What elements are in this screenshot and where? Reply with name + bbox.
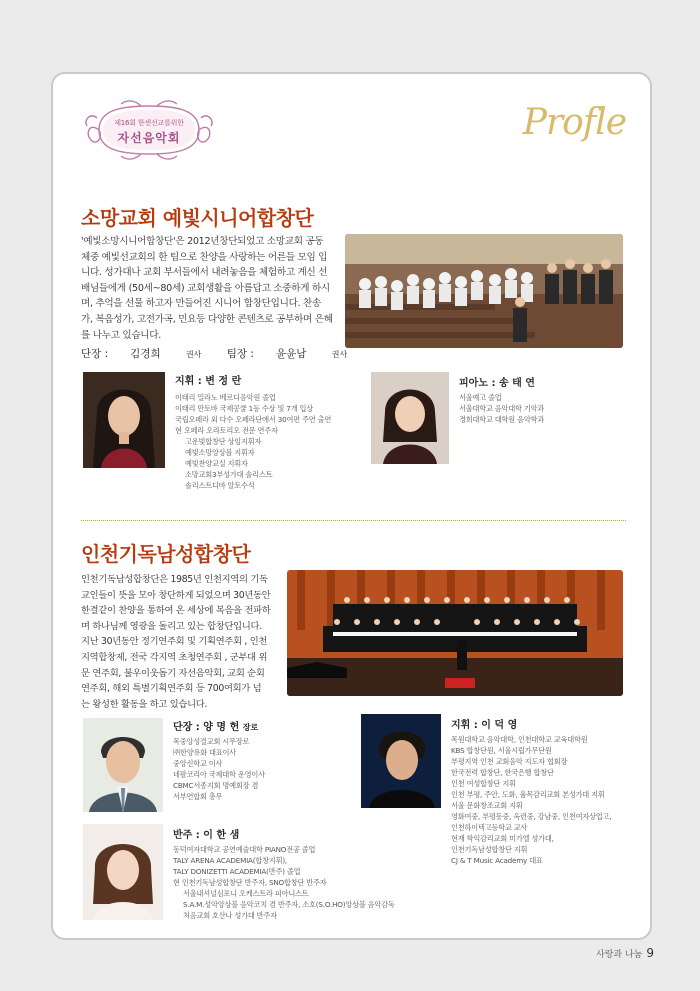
president-title: [173, 718, 258, 733]
bio-line: 목중앙성결교회 시무장로: [173, 737, 250, 746]
bio-line: TALY ARENA ACADEMIA(합창지휘),: [173, 856, 288, 865]
section1-paragraph: [81, 234, 363, 343]
bio-line: CBMC서종지회 명예회장 겸: [173, 781, 259, 790]
bio-line: 이태리 만토바 국제콩쿨 1등 수상 및 7개 입상: [175, 404, 313, 413]
badge-concert-title: 자선음악회: [117, 131, 181, 145]
leader-suffix: 권사: [331, 350, 348, 359]
concert-badge: [81, 98, 217, 162]
leader-name: 김경희: [130, 348, 161, 360]
para-line: '예빛소망시니어합창단'은 2012년창단되었고 소망교회 공동: [81, 236, 324, 247]
para-line: 배님들에게 (50세~80세) 교회생활을 아름답고 소중하게 하시: [81, 282, 330, 294]
bio-line: 예빛찬양교실 지휘자: [185, 459, 248, 468]
bio-line: 경희대학교 대학원 음악학과: [459, 415, 545, 424]
senior-choir-photo: [345, 234, 623, 348]
leader-team: [227, 348, 347, 360]
footer-text: 사랑과 나눔: [596, 950, 643, 960]
bio-line: CJ & T Music Academy 대표: [451, 856, 543, 865]
leader-president: [81, 348, 201, 360]
bio-line: 서울 문화창조교회 지휘: [451, 801, 523, 810]
para-line: 문 연주회, 불우이웃돕기 자선음악회, 교회 순회: [81, 667, 265, 679]
bio-line: 네팔코리아 국제대학 운영이사: [173, 770, 265, 779]
bio-line: 현 오페라 오라토리오 전문 연주자: [175, 426, 278, 435]
para-line: 니다. 성가대나 교회 부서들에서 내려놓음을 체험하고 계신 선: [81, 267, 328, 279]
president-suffix: 장로: [242, 723, 259, 732]
pianist-title: 피아노 : 송 태 연: [459, 378, 535, 389]
para-line: 며, 추억을 선물 하고자 만들어진 시니어 합창단입니다. 찬송: [81, 298, 321, 310]
bio-line: 인천하이텍고등학교 교사: [451, 823, 528, 832]
pianist-photo: [371, 372, 449, 464]
content-panel: [51, 72, 652, 940]
para-line: 를 나누고 있습니다.: [81, 329, 161, 341]
leader-label: 팀장 :: [226, 348, 254, 360]
male-choir-photo: [287, 570, 623, 696]
accompanist-bio: [173, 844, 433, 921]
bio-line: 한국전력 합창단, 한국은행 합창단: [451, 768, 554, 777]
para-line: 지난 30년동안 정기연주회 및 기획연주회 , 인천: [81, 636, 268, 648]
bio-line: 목원대학교 음악대학, 인천대학교 교육대학원: [451, 735, 588, 744]
pianist-bio: [459, 392, 629, 425]
page-footer: [596, 946, 654, 960]
bio-line: 솔리스트디바 알토수석: [185, 481, 255, 490]
para-line: 는 왕성한 활동을 하고 있습니다.: [81, 698, 208, 710]
bio-line: 서울대학교 음악대학 기악과: [459, 404, 545, 413]
bio-line: 현 인천기독남성합창단 반주자, SNO합창단 반주자: [173, 878, 327, 887]
president-photo: [83, 718, 163, 812]
president-name: 단장 : 양 명 헌: [173, 722, 240, 733]
section-divider: [81, 520, 626, 521]
bio-line: 현재 학익감리교회 미가엘 성가대,: [451, 834, 554, 843]
bio-line: 소망교회3부성가대 솔리스트: [185, 470, 273, 479]
bio-line: 영화여중, 부평동중, 옥련중, 강남중, 인천여자상업고,: [451, 812, 612, 821]
profile-heading: Profle: [522, 102, 626, 143]
bio-line: 예빛소망앙상블 지휘자: [185, 448, 255, 457]
bio-line: 이태리 밀라노 베르디음악원 졸업: [175, 393, 276, 402]
bio-line: KBS 합창단원, 서울시립가무단원: [451, 746, 552, 755]
bio-line: 부평지역 인천 교회음악 지도자 협회장: [451, 757, 568, 766]
para-line: 교인들이 뜻을 모아 창단하게 되었으며 30년동안: [81, 589, 271, 601]
para-line: 지역합창제, 전국 각지역 초청연주회 , 군부대 위: [81, 651, 268, 663]
bio-line: TALY DONIZETTI ACADEMIA(반주) 졸업: [173, 867, 301, 876]
page-number: 9: [646, 946, 654, 960]
section2-paragraph: [81, 572, 307, 712]
bio-line: 국립오페라 외 다수 오페라단에서 30여편 주연 출연: [175, 415, 332, 424]
para-line: 인천기독남성합창단은 1985년 인천지역의 기독: [81, 574, 268, 585]
leader-label: 단장 :: [81, 348, 109, 360]
bio-line: 중앙신학교 이사: [173, 759, 223, 768]
bio-line: 동덕여자대학교 공연예술대학 PIANO전공 졸업: [173, 845, 316, 854]
bio-line: 인천기독남성합창단 지휘: [451, 845, 528, 854]
conductor2-photo: [361, 714, 441, 808]
leader-suffix: 권사: [185, 350, 202, 359]
badge-event-line: 제16회 한센선교를위한: [114, 119, 184, 127]
section1-title: 소망교회 예빛시니어합창단: [81, 206, 314, 230]
bio-line: 인천 여성합창단 지휘: [451, 779, 516, 788]
bio-line: 고운빛합창단 상임지휘자: [185, 437, 262, 446]
conductor-bio: [175, 392, 355, 491]
bio-line: 서울예고 졸업: [459, 393, 502, 402]
president-bio: [173, 736, 343, 802]
leader-name: 윤윤남: [275, 348, 307, 360]
conductor-title: 지휘 : 변 정 란: [175, 376, 242, 387]
para-line: 한결같이 찬양을 통하여 온 세상에 복음을 전파하: [81, 605, 271, 617]
accompanist-title: 반주 : 이 한 샘: [173, 830, 240, 841]
bio-line: 서부연합회 총무: [173, 792, 223, 801]
conductor-photo: [83, 372, 165, 468]
bio-line: S.A.M.성악앙상블 음악코치 겸 반주자, 소호(S.O.HO)앙상블 음악감독: [183, 900, 395, 909]
para-line: 며 하나님께 영광을 돌리고 있는 합창단입니다.: [81, 620, 262, 632]
section1-leaders: [81, 346, 369, 361]
conductor2-title: 지휘 : 이 덕 영: [451, 720, 518, 731]
para-line: 가, 복음성가, 고전가곡, 민요등 다양한 콘텐츠로 공부하며 은혜: [81, 313, 333, 325]
para-line: 연주회, 해외 특별기획연주회 등 700여회가 넘: [81, 683, 262, 695]
bio-line: 처음교회 호산나 성가대 반주자: [183, 911, 277, 920]
section2-title: 인천기독남성합창단: [81, 542, 251, 566]
accompanist-photo: [83, 824, 163, 920]
bio-line: 서울내셔널심포니 오케스트라 피아니스트: [183, 889, 309, 898]
bio-line: ㈜한양유화 대표이사: [173, 748, 237, 757]
para-line: 체중 예빛선교회의 한 팀으로 찬양을 사랑하는 어른들 모임 입: [81, 251, 328, 263]
bio-line: 인천 부평, 주안, 도화, 율목감리교회 본성가대 지휘: [451, 790, 605, 799]
conductor2-bio: [451, 734, 651, 866]
